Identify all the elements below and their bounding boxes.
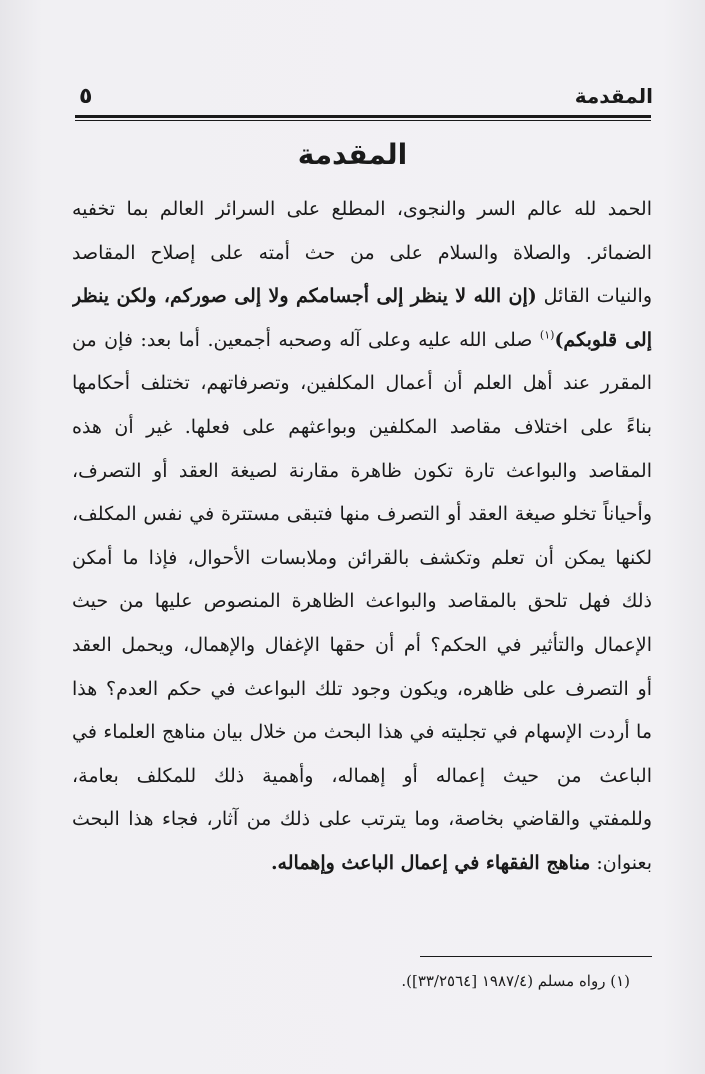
text-line-9: لكنها يمكن أن تعلم وتكشف بالقرائن وملابسات الأحوال، فإذا ما أمكن [72, 546, 652, 569]
running-title: المقدمة [574, 84, 653, 108]
footnote-separator [420, 956, 652, 957]
text-line-10: ذلك فهل تلحق بالمقاصد والبواعث الظاهرة المنصوص عليها من حيث [72, 590, 652, 613]
hadith-quote: (إن الله لا ينظر إلى أجسامكم ولا إلى صوركم، ولكن ينظر [72, 285, 537, 308]
text-line-3 [72, 275, 652, 319]
text-line-3-start: والنيات القائل [536, 285, 652, 308]
header-rule-thin [75, 120, 651, 121]
text-line-11: الإعمال والتأثير في الحكم؟ أم أن حقها الإغفال والإهمال، ويحمل العقد [72, 633, 652, 656]
text-line-15: وللمفتي والقاضي بخاصة، وما يترتب على ذلك من آثار، فجاء هذا البحث [72, 808, 652, 831]
text-line-2: الضمائر. والصلاة والسلام على من حث أمته على إصلاح المقاصد [72, 241, 652, 264]
text-line-16 [72, 842, 652, 886]
text-line-4-rest: صلى الله عليه وعلى آله وصحبه أجمعين. أما بعد: فإن من [72, 328, 540, 351]
research-title: مناهج الفقهاء في إعمال الباعث وإهماله. [270, 851, 591, 874]
text-line-14: الباعث من حيث إعماله أو إهماله، وأهمية ذلك للمكلف بعامة، [72, 764, 652, 787]
text-line-6: بناءً على اختلاف مقاصد المكلفين وبواعثهم على فعلها. غير أن هذه [72, 415, 652, 438]
text-line-4 [72, 319, 652, 363]
footnote: (١) رواه مسلم (١٩٨٧/٤ [٣٣/٢٥٦٤]). [401, 972, 630, 990]
page-header [75, 84, 653, 114]
footnote-ref: (١) [539, 328, 555, 342]
page-number: ٥ [79, 84, 93, 109]
research-title-prefix: بعنوان: [590, 851, 652, 874]
body-text [72, 188, 652, 886]
text-line-7: المقاصد والبواعث تارة تكون ظاهرة مقارنة لصيغة العقد أو التصرف، [72, 459, 652, 482]
text-line-5: المقرر عند أهل العلم أن أعمال المكلفين، وتصرفاتهم، تختلف أحكامها [72, 372, 652, 395]
text-line-13: ما أردت الإسهام في تجليته في هذا البحث من خلال بيان مناهج العلماء في [72, 721, 652, 744]
text-line-12: أو التصرف على ظاهره، ويكون وجود تلك البواعث في حكم العدم؟ هذا [72, 677, 652, 700]
text-line-1: الحمد لله عالم السر والنجوى، المطلع على السرائر العالم بما تخفيه [72, 198, 652, 220]
section-title: المقدمة [297, 138, 408, 171]
header-rule-thick [75, 115, 651, 118]
text-line-8: وأحياناً تخلو صيغة العقد أو التصرف منها فتبقى مستترة في نفس المكلف، [72, 503, 652, 526]
hadith-quote-end: إلى قلوبكم) [554, 328, 652, 351]
